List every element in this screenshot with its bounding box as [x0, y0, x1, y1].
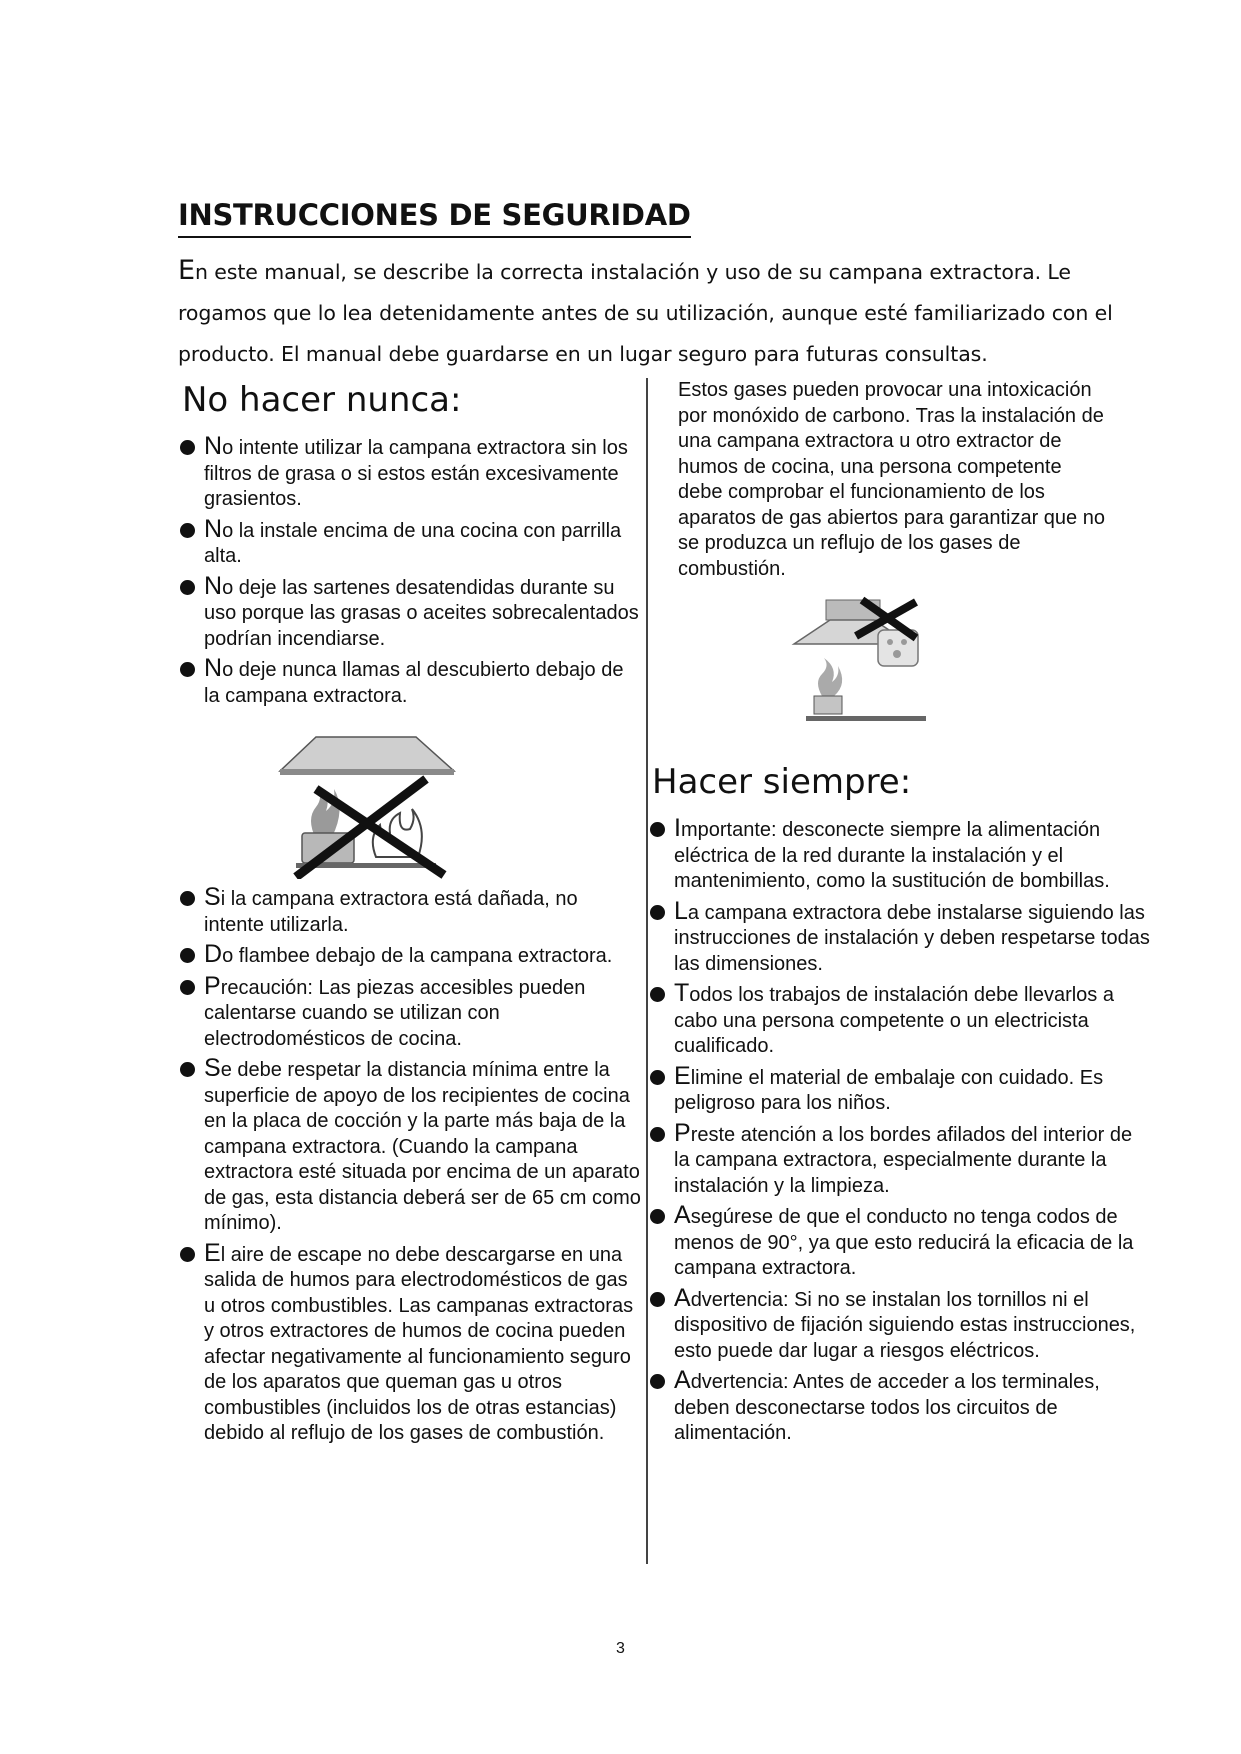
list-item: Do flambee debajo de la campana extractora. [182, 942, 642, 970]
list-item: Advertencia: Antes de acceder a los terminales, deben desconectarse todos los circuitos de alimentación. [652, 1368, 1152, 1447]
list-item: Importante: desconecte siempre la alimentación eléctrica de la red durante la instalación y el mantenimiento, como la sustitución de bombillas. [652, 816, 1152, 895]
bullet-icon [180, 948, 195, 963]
bullet-icon [650, 822, 665, 837]
bullet-icon [180, 440, 195, 455]
column-divider [646, 378, 648, 1564]
list-item: Elimine el material de embalaje con cuidado. Es peligroso para los niños. [652, 1064, 1152, 1117]
page-title: INSTRUCCIONES DE SEGURIDAD [178, 196, 691, 238]
never-column [182, 378, 642, 1451]
list-item: No deje nunca llamas al descubierto debajo de la campana extractora. [182, 656, 642, 709]
list-item: Todos los trabajos de instalación debe llevarlos a cabo una persona competente o un electricista cualificado. [652, 981, 1152, 1060]
right-column [652, 378, 1152, 1451]
bullet-icon [650, 1209, 665, 1224]
always-heading: Hacer siempre: [652, 762, 912, 802]
bullet-icon [180, 662, 195, 677]
bullet-icon [650, 1292, 665, 1307]
hood-gas-appliance-crossed-icon [786, 596, 946, 726]
never-heading: No hacer nunca: [182, 380, 462, 420]
always-list [652, 816, 1152, 1447]
page-number: 3 [616, 1640, 625, 1657]
list-item: No deje las sartenes desatendidas durante su uso porque las grasas o aceites sobrecalentados podrían incendiarse. [182, 574, 642, 653]
list-item: La campana extractora debe instalarse siguiendo las instrucciones de instalación y deben respetarse todas las dimensiones. [652, 899, 1152, 978]
bullet-icon [180, 980, 195, 995]
hood-flame-crossed-icon [276, 729, 456, 879]
bullet-icon [650, 987, 665, 1002]
list-item: No la instale encima de una cocina con parrilla alta. [182, 517, 642, 570]
bullet-icon [650, 1127, 665, 1142]
bullet-icon [650, 1070, 665, 1085]
never-list-bottom [182, 885, 642, 1447]
never-list-top [182, 434, 642, 709]
list-item: Preste atención a los bordes afilados del interior de la campana extractora, especialmente durante la instalación y la limpieza. [652, 1121, 1152, 1200]
bullet-icon [180, 580, 195, 595]
bullet-icon [650, 905, 665, 920]
list-item: No intente utilizar la campana extractora sin los filtros de grasa o si estos están excesivamente grasientos. [182, 434, 642, 513]
list-item: Precaución: Las piezas accesibles pueden calentarse cuando se utilizan con electrodomésticos de cocina. [182, 974, 642, 1053]
list-item: El aire de escape no debe descargarse en una salida de humos para electrodomésticos de gas u otros combustibles. Las campanas extractoras y otros extractores de humos de cocina pueden afectar negativamente al funcionamiento seguro de los aparatos que queman gas u otros combustibles (incluidos los de otras estancias) debido al reflujo de los gases de combustión. [182, 1241, 642, 1447]
bullet-icon [650, 1374, 665, 1389]
bullet-icon [180, 523, 195, 538]
bullet-icon [180, 1062, 195, 1077]
list-item: Se debe respetar la distancia mínima entre la superficie de apoyo de los recipientes de cocina en la placa de cocción y la parte más baja de la campana extractora. (Cuando la campana extractora esté situada por encima de un aparato de gas, esta distancia deberá ser de 65 cm como mínimo). [182, 1056, 642, 1237]
list-item: Si la campana extractora está dañada, no intente utilizarla. [182, 885, 642, 938]
list-item: Asegúrese de que el conducto no tenga codos de menos de 90°, ya que esto reducirá la eficacia de la campana extractora. [652, 1203, 1152, 1282]
intro-initial: E [178, 255, 195, 286]
intro-paragraph [178, 250, 1118, 375]
intro-text: n este manual, se describe la correcta instalación y uso de su campana extractora. Le rogamos que lo lea detenidamente antes de su utilización, aunque esté familiarizado con el producto. El manual debe guardarse en un lugar seguro para futuras consultas. [178, 260, 1113, 366]
bullet-icon [180, 1247, 195, 1262]
bullet-icon [180, 891, 195, 906]
list-item: Advertencia: Si no se instalan los tornillos ni el dispositivo de fijación siguiendo estas instrucciones, esto puede dar lugar a riesgos eléctricos. [652, 1286, 1152, 1365]
continuation-text: Estos gases pueden provocar una intoxicación por monóxido de carbono. Tras la instalación de una campana extractora u otro extractor de humos de cocina, una persona competente debe comprobar el funcionamiento de los aparatos de gas abiertos para garantizar que no se produzca un reflujo de los gases de combustión. [678, 379, 1105, 580]
